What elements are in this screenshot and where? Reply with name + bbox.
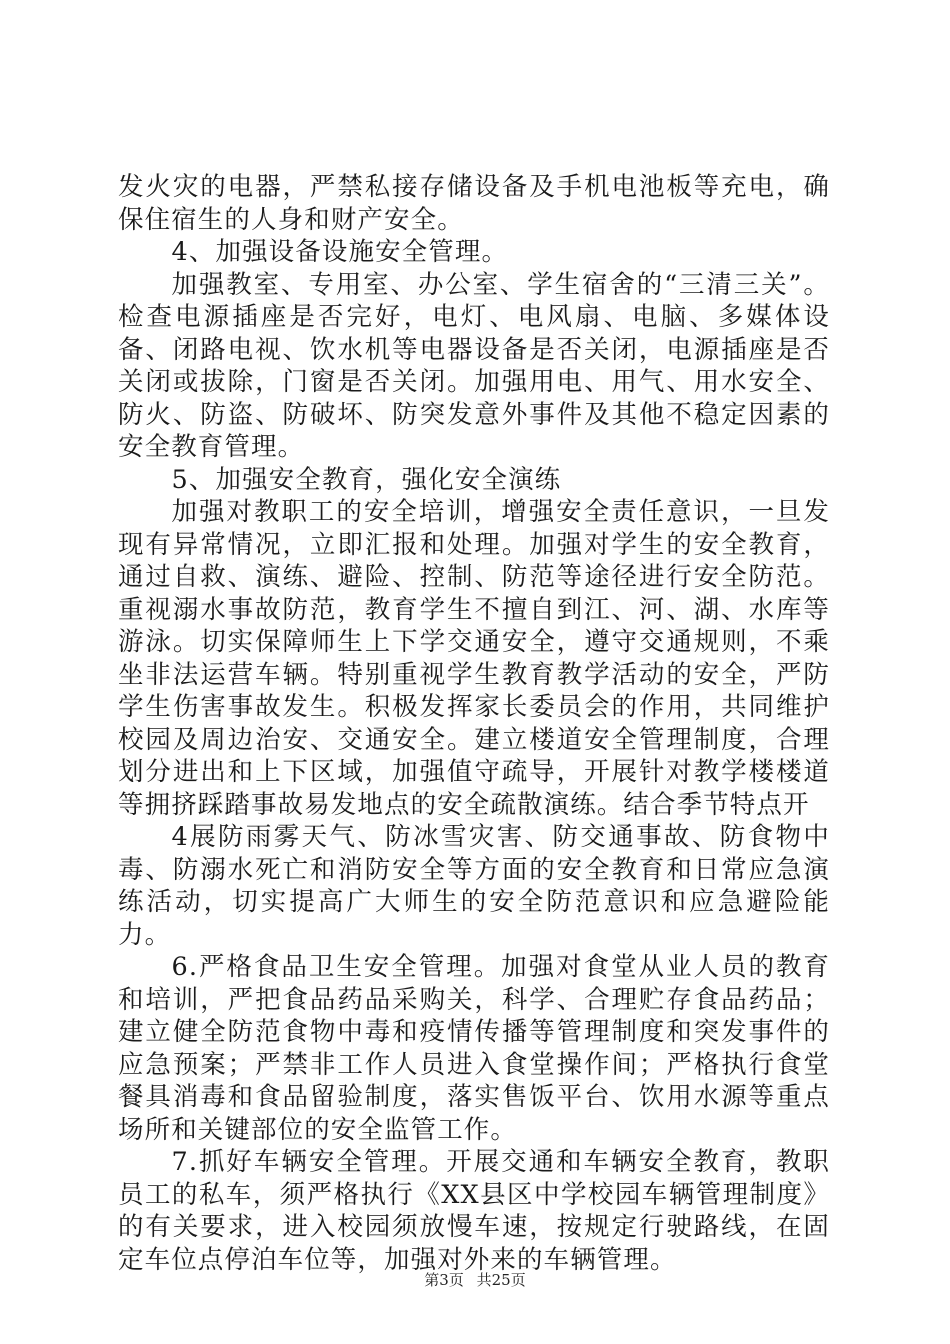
section-heading-4: 4、加强设备设施安全管理。 (171, 237, 509, 267)
paragraph-facility-safety: 加强教室、专用室、办公室、学生宿舍的“三清三关”。检查电源插座是否完好，电灯、电风扇、电脑、多媒体设备、闭路电视、饮水机等电器设备是否关闭，电源插座是否关闭或拔除，门窗是否关闭。加强用电、用气、用水安全、防火、防盗、防破坏、防突发意外事件及其他不稳定因素的安全教育管理。 (118, 269, 830, 462)
page-footer (0, 1270, 950, 1290)
section-heading-5: 5、加强安全教育，强化安全演练 (171, 464, 562, 495)
paragraph-continuation: 发火灾的电器，严禁私接存储设备及手机电池板等充电，确保住宿生的人身和财产安全。 (118, 172, 830, 235)
document-body (118, 171, 830, 1276)
paragraph-food-safety: 6.严格食品卫生安全管理。加强对食堂从业人员的教育和培训，严把食品药品采购关，科学、合理贮存食品药品；建立健全防范食物中毒和疫情传播等管理制度和突发事件的应急预案；严禁非工作人员进入食堂操作间；严格执行食堂餐具消毒和食品留验制度，落实售饭平台、饮用水源等重点场所和关键部位的安全监管工作。 (118, 952, 830, 1145)
paragraph-safety-education: 加强对教职工的安全培训，增强安全责任意识，一旦发现有异常情况，立即汇报和处理。加强对学生的安全教育，通过自救、演练、避险、控制、防范等途径进行安全防范。重视溺水事故防范，教育学生不擅自到江、河、湖、水库等游泳。切实保障师生上下学交通安全，遵守交通规则，不乘坐非法运营车辆。特别重视学生教育教学活动的安全，严防学生伤害事故发生。积极发挥家长委员会的作用，共同维护校园及周边治安、交通安全。建立楼道安全管理制度，合理划分进出和上下区域，加强值守疏导，开展针对教学楼楼道等拥挤踩踏事故易发地点的安全疏散演练。结合季节特点开 (118, 497, 830, 820)
paragraph-vehicle-safety: 7.抓好车辆安全管理。开展交通和车辆安全教育，教职员工的私车，须严格执行《XX县区中学校园车辆管理制度》的有关要求，进入校园须放慢车速，按规定行驶路线，在固定车位点停泊车位等，加强对外来的车辆管理。 (118, 1147, 830, 1275)
total-pages: 共25页 (476, 1271, 526, 1289)
page-number: 第3页 (424, 1271, 464, 1289)
paragraph-seasonal-drills: 4展防雨雾天气、防冰雪灾害、防交通事故、防食物中毒、防溺水死亡和消防安全等方面的安全教育和日常应急演练活动，切实提高广大师生的安全防范意识和应急避险能力。 (118, 822, 830, 950)
